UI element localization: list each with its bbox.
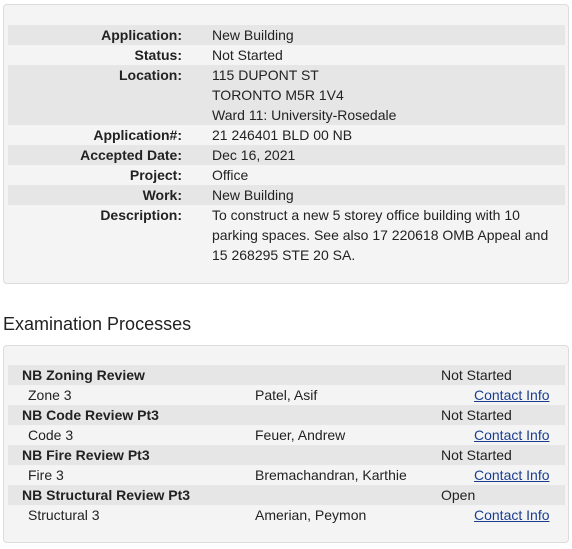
value-line: 15 268295 STE 20 SA. <box>212 247 356 263</box>
detail-value <box>212 125 352 145</box>
contact-info-link[interactable]: Contact Info <box>474 387 550 403</box>
detail-label: Project: <box>129 167 182 183</box>
detail-row-description <box>8 205 565 265</box>
application-details-panel <box>3 4 569 284</box>
contact-info-link[interactable]: Contact Info <box>474 507 550 523</box>
process-area: Fire 3 <box>28 467 64 483</box>
detail-row-location <box>8 65 565 125</box>
process-status: Open <box>441 487 476 503</box>
detail-label: Location: <box>119 67 182 83</box>
detail-label: Application: <box>101 27 182 43</box>
detail-value <box>212 205 548 265</box>
process-area: Structural 3 <box>28 507 100 523</box>
process-detail-row <box>8 465 565 485</box>
value-line: To construct a new 5 storey office building with 10 <box>212 207 520 223</box>
detail-value <box>212 165 248 185</box>
examination-processes-panel <box>3 345 569 543</box>
process-area: Code 3 <box>28 427 74 443</box>
detail-value <box>212 185 294 205</box>
process-status: Not Started <box>441 407 512 423</box>
detail-value <box>212 45 283 65</box>
process-name: NB Zoning Review <box>22 367 145 383</box>
detail-value <box>212 145 295 165</box>
detail-label: Description: <box>100 207 182 223</box>
value-line: Office <box>212 167 249 183</box>
detail-value <box>212 65 396 125</box>
process-detail-row <box>8 385 565 405</box>
detail-row-status <box>8 45 565 65</box>
contact-info-link[interactable]: Contact Info <box>474 427 550 443</box>
value-line: TORONTO M5R 1V4 <box>212 87 344 103</box>
detail-row-accepted-date <box>8 145 565 165</box>
process-detail-row <box>8 425 565 445</box>
detail-row-project <box>8 165 565 185</box>
detail-label: Status: <box>134 47 182 63</box>
detail-label: Application#: <box>93 127 182 143</box>
process-header-row <box>8 405 565 425</box>
value-line: Not Started <box>212 47 283 63</box>
detail-row-application-number <box>8 125 565 145</box>
process-name: NB Structural Review Pt3 <box>22 487 191 503</box>
process-status: Not Started <box>441 447 512 463</box>
detail-row-application <box>8 25 565 45</box>
examination-processes-heading: Examination Processes <box>3 314 192 334</box>
value-line: New Building <box>212 187 294 203</box>
detail-row-work <box>8 185 565 205</box>
process-header-row <box>8 365 565 385</box>
process-name: NB Fire Review Pt3 <box>22 447 150 463</box>
process-examiner: Feuer, Andrew <box>255 427 346 443</box>
value-line: Ward 11: University-Rosedale <box>212 107 397 123</box>
process-examiner: Bremachandran, Karthie <box>255 467 407 483</box>
value-line: Dec 16, 2021 <box>212 147 296 163</box>
process-header-row <box>8 445 565 465</box>
detail-label: Accepted Date: <box>80 147 182 163</box>
process-examiner: Amerian, Peymon <box>255 507 367 523</box>
contact-info-link[interactable]: Contact Info <box>474 467 550 483</box>
detail-value <box>212 25 294 45</box>
process-detail-row <box>8 505 565 525</box>
process-name: NB Code Review Pt3 <box>22 407 159 423</box>
value-line: parking spaces. See also 17 220618 OMB Appeal and <box>212 227 549 243</box>
process-status: Not Started <box>441 367 512 383</box>
process-examiner: Patel, Asif <box>255 387 318 403</box>
detail-label: Work: <box>142 187 182 203</box>
process-header-row <box>8 485 565 505</box>
value-line: 115 DUPONT ST <box>212 67 319 83</box>
value-line: 21 246401 BLD 00 NB <box>212 127 353 143</box>
process-area: Zone 3 <box>28 387 72 403</box>
value-line: New Building <box>212 27 294 43</box>
